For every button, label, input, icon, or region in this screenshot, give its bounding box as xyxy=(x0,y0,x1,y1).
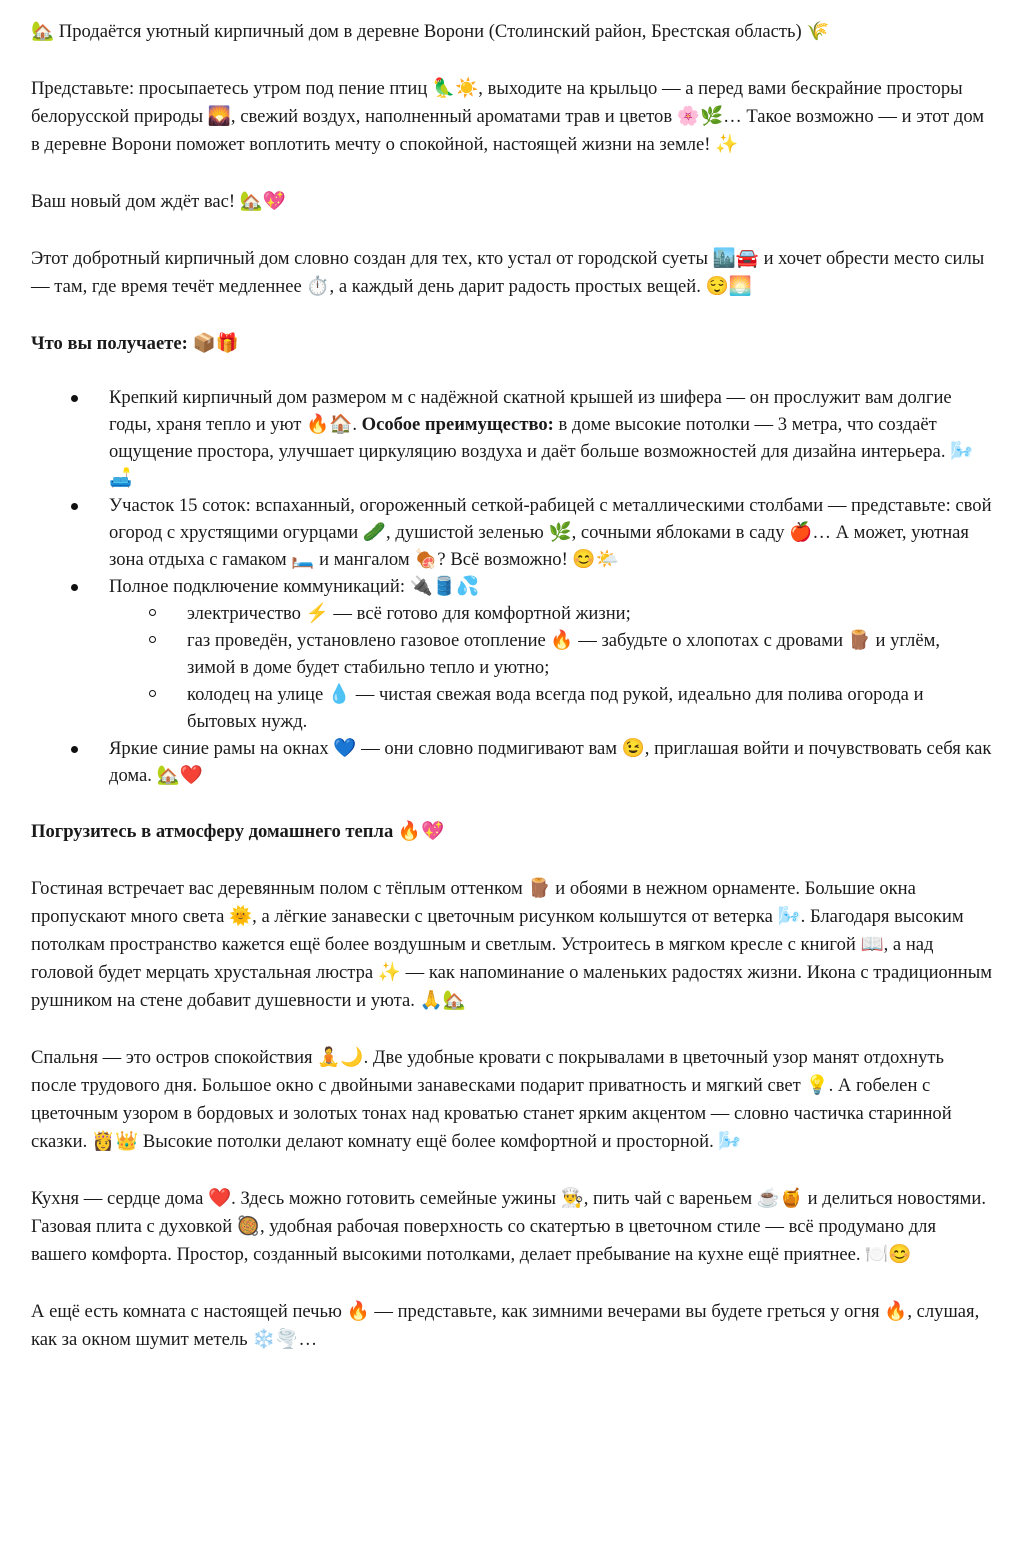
intro-paragraph: Представьте: просыпаетесь утром под пение птиц 🦜☀️, выходите на крыльцо — а перед вами бескрайние просторы белорусской природы 🌄, свежий воздух, наполненный ароматами трав и цветов 🌸🌿… Такое возможно — и этот дом в деревне Ворони поможет воплотить мечту о спокойной, настоящей жизни на земле! ✨ xyxy=(31,78,985,155)
atmosphere-heading: Погрузитесь в атмосферу домашнего тепла 🔥💖 xyxy=(31,821,445,842)
utility-well: колодец на улице 💧 — чистая свежая вода всегда под рукой, идеально для полива огорода и бытовых нужд. xyxy=(31,681,992,735)
utility-electricity: электричество ⚡ — всё готово для комфортной жизни; xyxy=(31,600,992,627)
feature-utilities xyxy=(31,573,992,735)
stove-room-paragraph: А ещё есть комната с настоящей печью 🔥 — представьте, как зимними вечерами вы будете греться у огня 🔥, слушая, как за окном шумит метель ❄️🌪️… xyxy=(31,1301,980,1350)
feature-plot: Участок 15 соток: вспаханный, огороженный сеткой-рабицей с металлическими столбами — представьте: свой огород с хрустящими огурцами 🥒, душистой зеленью 🌿, сочными яблоками в саду 🍎… А может, уютная зона отдыха с гамаком 🛏️ и мангалом 🍖? Всё возможно! 😊🌤️ xyxy=(31,492,992,573)
feature-house-bold: Особое преимущество: xyxy=(361,414,554,435)
feature-house xyxy=(31,384,992,492)
living-room-paragraph: Гостиная встречает вас деревянным полом с тёплым оттенком 🪵 и обоями в нежном орнаменте. Большие окна пропускают много света 🌞, а лёгкие занавески с цветочным рисунком колышутся от ветерка 🌬️. Благодаря высоким потолкам пространство кажется ещё более воздушным и светлым. Устроитесь в мягком кресле с книгой 📖, а над головой будет мерцать хрустальная люстра ✨ — как напоминание о маленьких радостях жизни. Икона с традиционным рушником на стене добавит душевности и уюта. 🙏🏡 xyxy=(31,878,992,1011)
description-paragraph: Этот добротный кирпичный дом словно создан для тех, кто устал от городской суеты 🏙️🚘 и хочет обрести место силы — там, где время течёт медленнее ⏱️, а каждый день дарит радость простых вещей. 😌🌅 xyxy=(31,248,985,297)
feature-house-text-b: в доме высокие потолки — 3 метра, что создаёт ощущение простора, улучшает циркуляцию воздуха и даёт больше возможностей для дизайна интерьера. 🌬️🛋️ xyxy=(109,414,974,489)
welcome-line: Ваш новый дом ждёт вас! 🏡💖 xyxy=(31,191,287,212)
features-list xyxy=(31,384,992,789)
bedroom-paragraph: Спальня — это остров спокойствия 🧘🌙. Две удобные кровати с покрывалами в цветочный узор манят отдохнуть после трудового дня. Большое окно с двойными занавесками подарит приватность и мягкий свет 💡. А гобелен с цветочным узором в бордовых и золотых тонах над кроватью станет ярким акцентом — словно частичка старинной сказки. 👸👑 Высокие потолки делают комнату ещё более комфортной и просторной. 🌬️ xyxy=(31,1047,952,1152)
feature-utilities-label: Полное подключение коммуникаций: 🔌🛢️💦 xyxy=(109,576,480,597)
utilities-sublist xyxy=(109,600,992,735)
features-heading: Что вы получаете: 📦🎁 xyxy=(31,333,239,354)
feature-windows: Яркие синие рамы на окнах 💙 — они словно подмигивают вам 😉, приглашая войти и почувствовать себя как дома. 🏡❤️ xyxy=(31,735,992,789)
utility-gas: газ проведён, установлено газовое отопление 🔥 — забудьте о хлопотах с дровами 🪵 и углём, зимой в доме будет стабильно тепло и уютно; xyxy=(31,627,992,681)
feature-house-text-a: Крепкий кирпичный дом размером м с надёжной скатной крышей из шифера — он прослужит вам долгие годы, храня тепло и уют 🔥🏠. xyxy=(109,387,952,435)
listing-title: 🏡 Продаётся уютный кирпичный дом в деревне Ворони (Столинский район, Брестская область) 🌾 xyxy=(31,21,830,42)
kitchen-paragraph: Кухня — сердце дома ❤️. Здесь можно готовить семейные ужины 👨‍🍳, пить чай с вареньем ☕🍯 и делиться новостями. Газовая плита с духовкой 🥘, удобная рабочая поверхность со скатертью в цветочном стиле — всё продумано для вашего комфорта. Простор, созданный высокими потолками, делает пребывание на кухне ещё приятнее. 🍽️😊 xyxy=(31,1188,986,1265)
